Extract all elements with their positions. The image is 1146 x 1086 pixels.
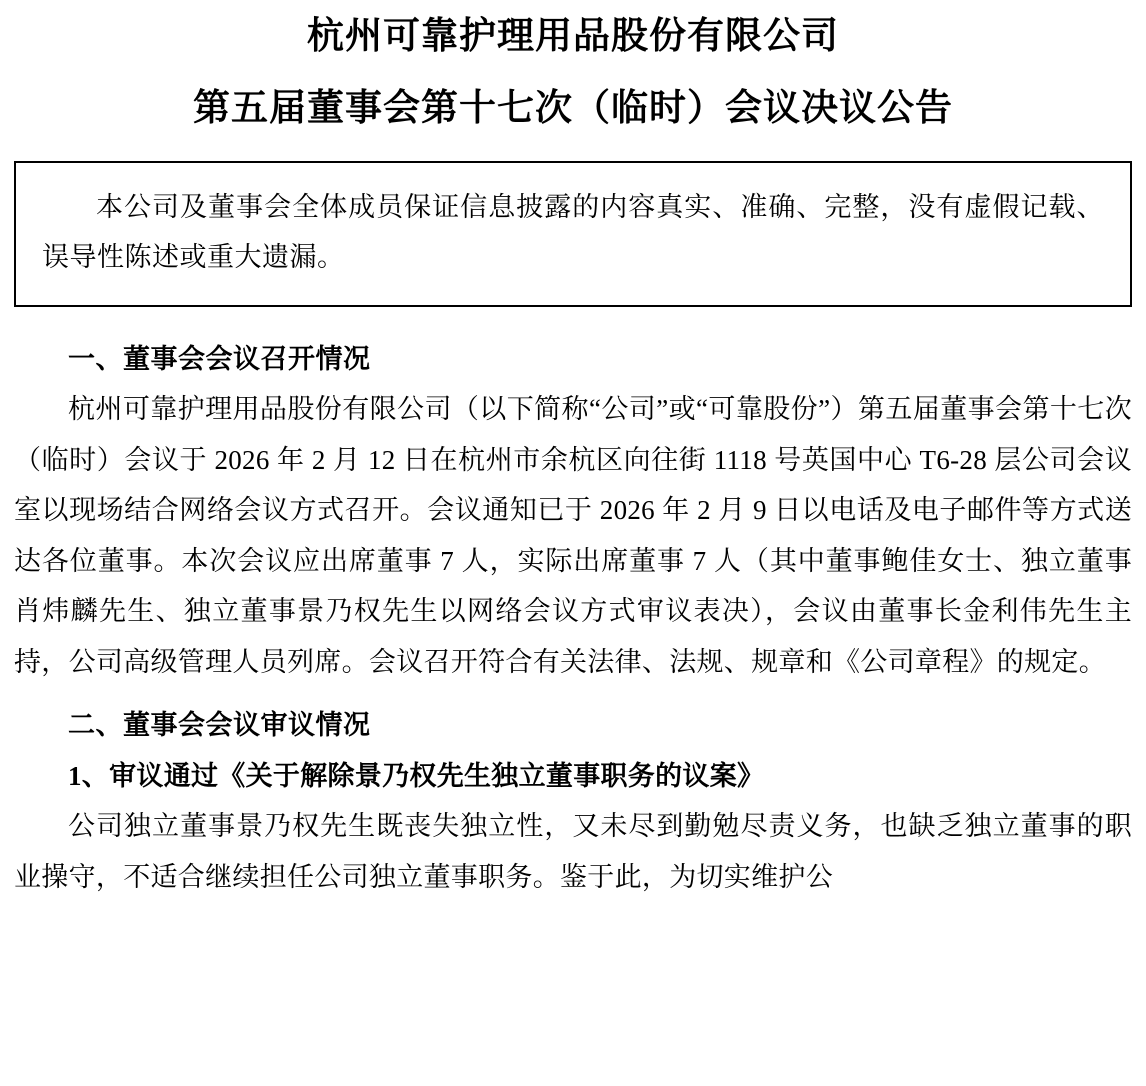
document-title-line-2: 第五届董事会第十七次（临时）会议决议公告: [193, 87, 953, 129]
section-2-subheading: 1、审议通过《关于解除景乃权先生独立董事职务的议案》: [68, 761, 765, 792]
document-title-line-1: 杭州可靠护理用品股份有限公司: [307, 16, 839, 57]
disclaimer-box: [14, 161, 1132, 307]
section-2-heading: 二、董事会会议审议情况: [68, 710, 371, 741]
section-1-paragraph: 杭州可靠护理用品股份有限公司（以下简称“公司”或“可靠股份”）第五届董事会第十七次（临时）会议于 2026 年 2 月 12 日在杭州市余杭区向往街 1118 号英国中心 T6-28 层公司会议室以现场结合网络会议方式召开。会议通知已于 2026 年 2 月 9 日以电话及电子邮件等方式送达各位董事。本次会议应出席董事 7 人，实际出席董事 7 人（其中董事鲍佳女士、独立董事肖炜麟先生、独立董事景乃权先生以网络会议方式审议表决），会议由董事长金利伟先生主持，公司高级管理人员列席。会议召开符合有关法律、法规、规章和《公司章程》的规定。: [14, 394, 1132, 677]
section-1-heading: 一、董事会会议召开情况: [68, 344, 371, 375]
disclaimer-text: 本公司及董事会全体成员保证信息披露的内容真实、准确、完整，没有虚假记载、误导性陈述或重大遗漏。: [42, 192, 1104, 273]
section-2-paragraph: 公司独立董事景乃权先生既丧失独立性，又未尽到勤勉尽责义务，也缺乏独立董事的职业操守，不适合继续担任公司独立董事职务。鉴于此，为切实维护公: [14, 811, 1132, 892]
